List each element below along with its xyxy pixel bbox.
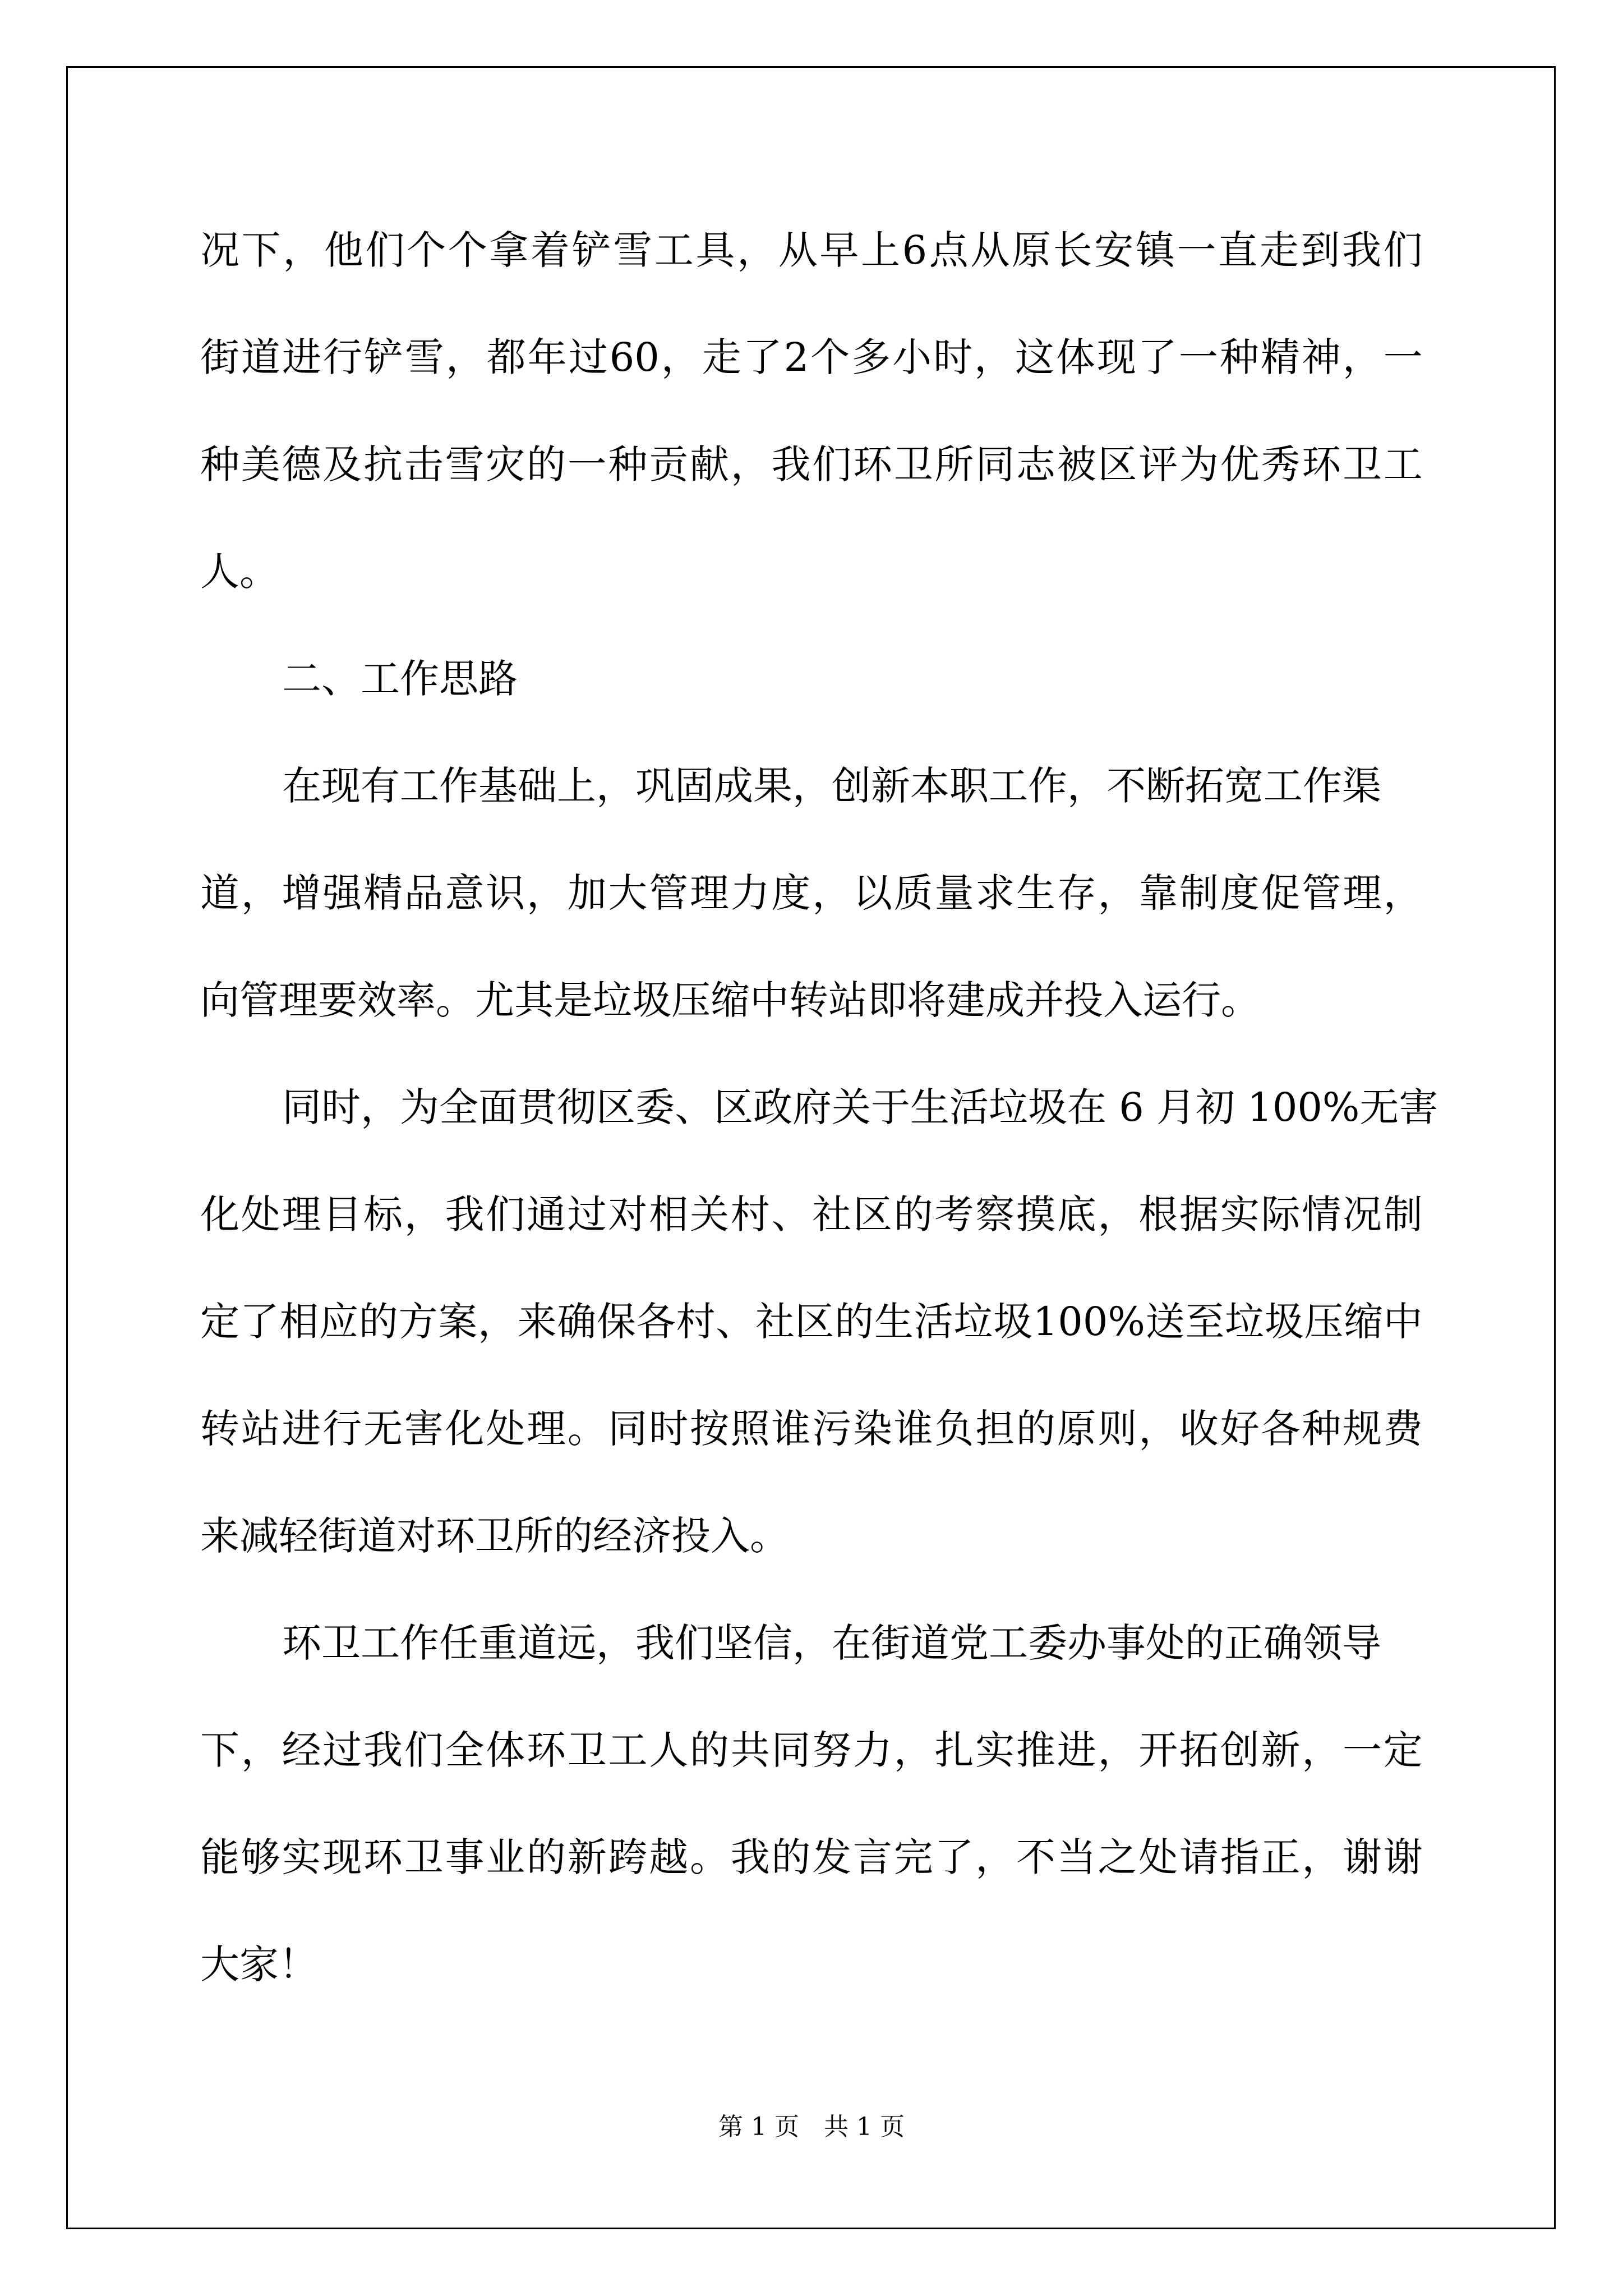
body-text-line: 来减轻街道对环卫所的经济投入。 (200, 1513, 789, 1559)
body-text-line: 能 够 实 现 环 卫 事 业 的 新 跨 越 。 我 的 发 言 完 了 ， 不 当 之 处 请 指 正 ， 谢 谢 (200, 1834, 1423, 1880)
body-text-line: 下 ， 经 过 我 们 全 体 环 卫 工 人 的 共 同 努 力 ， 扎 实 推 进 ， 开 拓 创 新 ， 一 定 (200, 1727, 1423, 1773)
body-text-line: 同时，为全面贯彻区委、区政府关于生活垃圾在 6 月初 100%无害 (282, 1084, 1438, 1130)
body-text-line: 况 下 ， 他 们 个 个 拿 着 铲 雪 工 具 ， 从 早 上 6 点 从 原 长 安 镇 一 直 走 到 我 们 (200, 227, 1423, 273)
body-text-line: 人。 (200, 549, 279, 595)
page-border (66, 66, 1556, 2229)
body-text-line: 在现有工作基础上，巩固成果，创新本职工作，不断拓宽工作渠 (282, 763, 1381, 809)
body-text-line: 向管理要效率。尤其是垃圾压缩中转站即将建成并投入运行。 (200, 977, 1260, 1023)
body-text-line: 种 美 德 及 抗 击 雪 灾 的 一 种 贡 献 ， 我 们 环 卫 所 同 志 被 区 评 为 优 秀 环 卫 工 (200, 441, 1423, 487)
body-text-line: 道 ， 增 强 精 品 意 识 ， 加 大 管 理 力 度 ， 以 质 量 求 生 存 ， 靠 制 度 促 管 理 ， (200, 870, 1423, 916)
body-text-line: 大家！ (200, 1941, 318, 1987)
body-text-line: 化 处 理 目 标 ， 我 们 通 过 对 相 关 村 、 社 区 的 考 察 摸 底 ， 根 据 实 际 情 况 制 (200, 1191, 1423, 1237)
body-text-line: 环卫工作任重道远，我们坚信，在街道党工委办事处的正确领导 (282, 1620, 1381, 1666)
page-number-footer: 第 1 页 共 1 页 (718, 2113, 905, 2141)
section-heading: 二、工作思路 (282, 656, 518, 702)
body-text-line: 转 站 进 行 无 害 化 处 理 。 同 时 按 照 谁 污 染 谁 负 担 的 原 则 ， 收 好 各 种 规 费 (200, 1406, 1423, 1452)
body-text-line: 定 了 相 应 的 方 案 ， 来 确 保 各 村 、 社 区 的 生 活 垃 圾 100% 送 至 垃 圾 压 缩 中 (200, 1299, 1423, 1345)
body-text-line: 街 道 进 行 铲 雪 ， 都 年 过 60 ， 走 了 2 个 多 小 时 ， 这 体 现 了 一 种 精 神 ， 一 (200, 334, 1423, 380)
